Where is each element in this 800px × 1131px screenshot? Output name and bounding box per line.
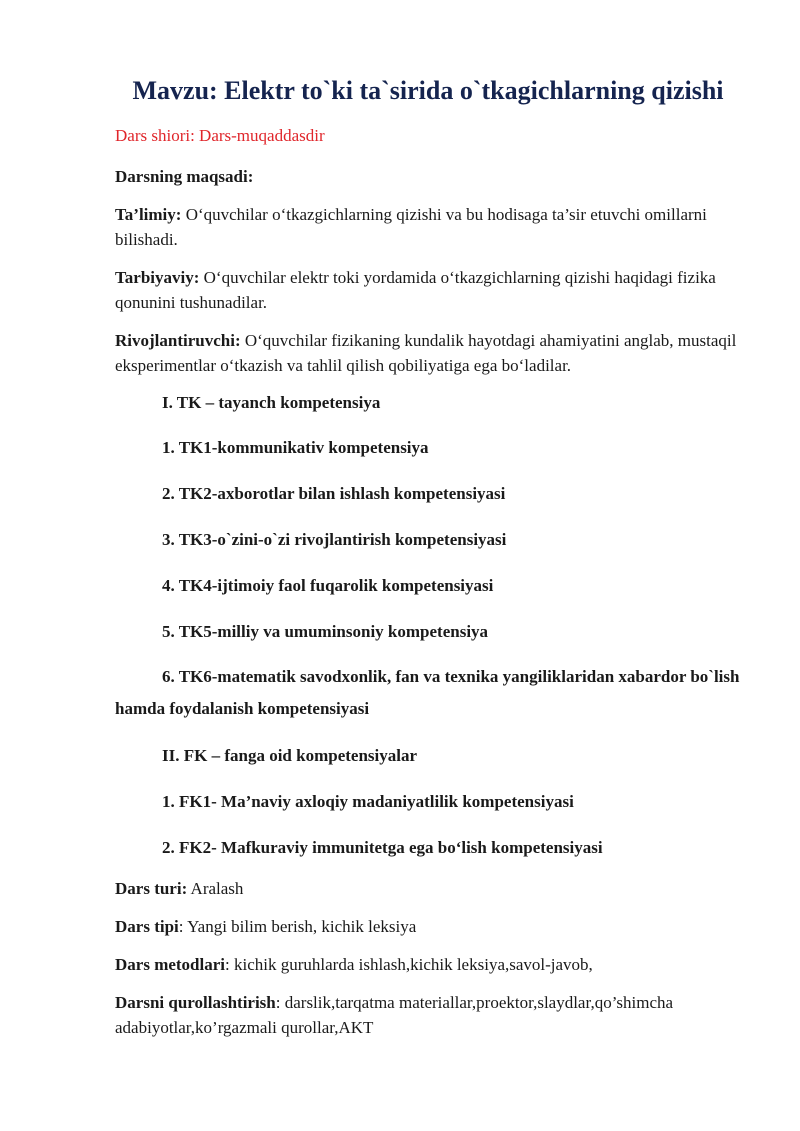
info-value: Aralash — [187, 879, 244, 898]
tk-item: 1. TK1-kommunikativ kompetensiya — [162, 438, 429, 457]
document-title: Mavzu: Elektr to`ki ta`sirida o`tkagichlarning qizishi — [132, 76, 724, 105]
tk-heading: I. TK – tayanch kompetensiya — [162, 393, 381, 412]
goal-developmental — [115, 328, 745, 378]
goal-text: O‘quvchilar fizikaning kundalik hayotdagi ahamiyatini anglab, mustaqil eksperimentlar o‘tkazish va tahlil qilish qobiliyatiga ega bo‘ladilar. — [115, 331, 737, 375]
lesson-kind — [115, 914, 745, 939]
info-label: Dars metodlari — [115, 955, 226, 974]
goal-label: Rivojlantiruvchi: — [115, 331, 241, 350]
lesson-methods — [115, 952, 745, 977]
goal-educational — [115, 202, 745, 252]
tk-item: 3. TK3-o`zini-o`zi rivojlantirish kompetensiyasi — [162, 530, 507, 549]
lesson-type — [115, 876, 745, 901]
info-value: : darslik,tarqatma materiallar,proektor,slaydlar,qo’shimcha adabiyotlar,ko’rgazmali qurollar,AKT — [115, 993, 674, 1037]
info-value: : kichik guruhlarda ishlash,kichik leksiya,savol-javob, — [225, 955, 593, 974]
goal-text: O‘quvchilar elektr toki yordamida o‘tkazgichlarning qizishi haqidagi fizika qonunini tushunadilar. — [115, 268, 716, 312]
goals-heading — [115, 164, 745, 189]
tk-item: 6. TK6-matematik savodxonlik, fan va texnika yangiliklaridan xabardor bo`lish hamda foydalanish kompetensiyasi — [115, 667, 740, 718]
fk-heading: II. FK – fanga oid kompetensiyalar — [162, 746, 418, 765]
info-label: Darsni qurollashtirish — [115, 993, 276, 1012]
tk-item: 2. TK2-axborotlar bilan ishlash kompetensiyasi — [162, 484, 506, 503]
goal-label: Ta’limiy: — [115, 205, 182, 224]
goal-upbringing — [115, 265, 745, 315]
fk-item: 2. FK2- Mafkuraviy immunitetga ega bo‘lish kompetensiyasi — [162, 838, 603, 857]
goals-heading-text: Darsning maqsadi: — [115, 167, 254, 186]
lesson-equipment — [115, 990, 745, 1040]
tk-item: 5. TK5-milliy va umuminsoniy kompetensiya — [162, 622, 489, 641]
info-value: : Yangi bilim berish, kichik leksiya — [178, 917, 417, 936]
fk-item: 1. FK1- Ma’naviy axloqiy madaniyatlilik kompetensiyasi — [162, 792, 574, 811]
info-label: Dars tipi — [115, 917, 179, 936]
goal-text: O‘quvchilar o‘tkazgichlarning qizishi va bu hodisaga ta’sir etuvchi omillarni bilishadi. — [115, 205, 707, 249]
goal-label: Tarbiyaviy: — [115, 268, 200, 287]
info-label: Dars turi: — [115, 879, 188, 898]
lesson-motto: Dars shiori: Dars-muqaddasdir — [115, 126, 325, 145]
tk-item: 4. TK4-ijtimoiy faol fuqarolik kompetensiyasi — [162, 576, 494, 595]
